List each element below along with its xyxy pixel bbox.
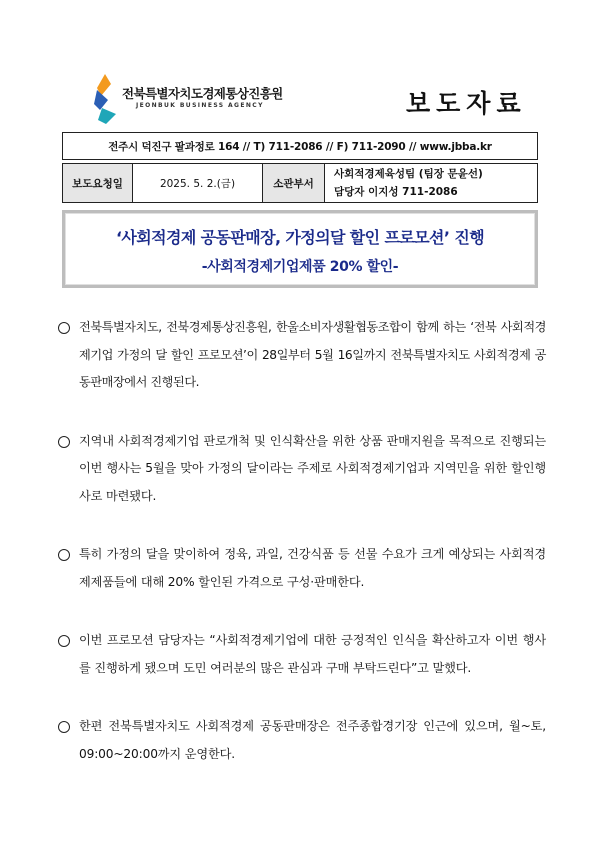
department-info [325, 164, 537, 202]
article-body [56, 314, 546, 799]
request-date-value: 2025. 5. 2.(금) [133, 164, 263, 202]
paragraph-text: 이번 프로모션 담당자는 “사회적경제기업에 대한 긍정적인 인식을 확산하고자 이번 행사를 진행하게 됐으며 도민 여러분의 많은 관심과 구매 부탁드린다”고 말했다. [79, 633, 546, 675]
contact-line: 전주시 덕진구 팔과정로 164 // T) 711-2086 // F) 711-2090 // www.jbba.kr [108, 140, 492, 153]
bullet-circle-icon [58, 549, 70, 561]
contact-info-bar [62, 132, 538, 160]
paragraph [56, 541, 546, 596]
paragraph [56, 627, 546, 682]
department-label: 소관부서 [263, 164, 325, 202]
request-date-label: 보도요청일 [63, 164, 133, 202]
agency-logo-icon [92, 74, 118, 124]
document-type-title: 보도자료 [406, 89, 527, 118]
headline-box [62, 210, 538, 288]
paragraph-text: 지역내 사회적경제기업 판로개척 및 인식확산을 위한 상품 판매지원을 목적으로 진행되는 이번 행사는 5월을 맞아 가정의 달이라는 주제로 사회적경제기업과 지역민을 위한 할인행사로 마련됐다. [79, 433, 546, 503]
department-team: 사회적경제육성팀 (팀장 문윤선) [334, 168, 483, 180]
paragraph-text: 특히 가정의 달을 맞이하여 정육, 과일, 건강식품 등 선물 수요가 크게 예상되는 사회적경제제품들에 대해 20% 할인된 가격으로 구성·판매한다. [79, 547, 546, 589]
bullet-circle-icon [58, 721, 70, 733]
headline-title: ‘사회적경제 공동판매장, 가정의달 할인 프로모션’ 진행 [115, 228, 485, 247]
bullet-circle-icon [58, 436, 70, 448]
bullet-circle-icon [58, 322, 70, 334]
document-header [92, 72, 552, 124]
release-info-table [62, 163, 538, 203]
paragraph [56, 314, 546, 397]
org-name: 전북특별자치도경제통상진흥원 [122, 86, 283, 101]
department-contact: 담당자 이지성 711-2086 [334, 186, 458, 198]
bullet-circle-icon [58, 635, 70, 647]
paragraph [56, 713, 546, 768]
org-name-english: JEONBUK BUSINESS AGENCY [136, 102, 264, 109]
paragraph-text: 한편 전북특별자치도 사회적경제 공동판매장은 전주종합경기장 인근에 있으며, 월~토, 09:00~20:00까지 운영한다. [79, 719, 546, 761]
headline-subtitle: -사회적경제기업제품 20% 할인- [201, 259, 399, 275]
paragraph [56, 428, 546, 511]
paragraph-text: 전북특별자치도, 전북경제통상진흥원, 한울소비자생활협동조합이 함께 하는 ‘전북 사회적경제기업 가정의 달 할인 프로모션’이 28일부터 5월 16일까지 전북특별자치도 사회적경제 공동판매장에서 진행된다. [79, 320, 546, 389]
